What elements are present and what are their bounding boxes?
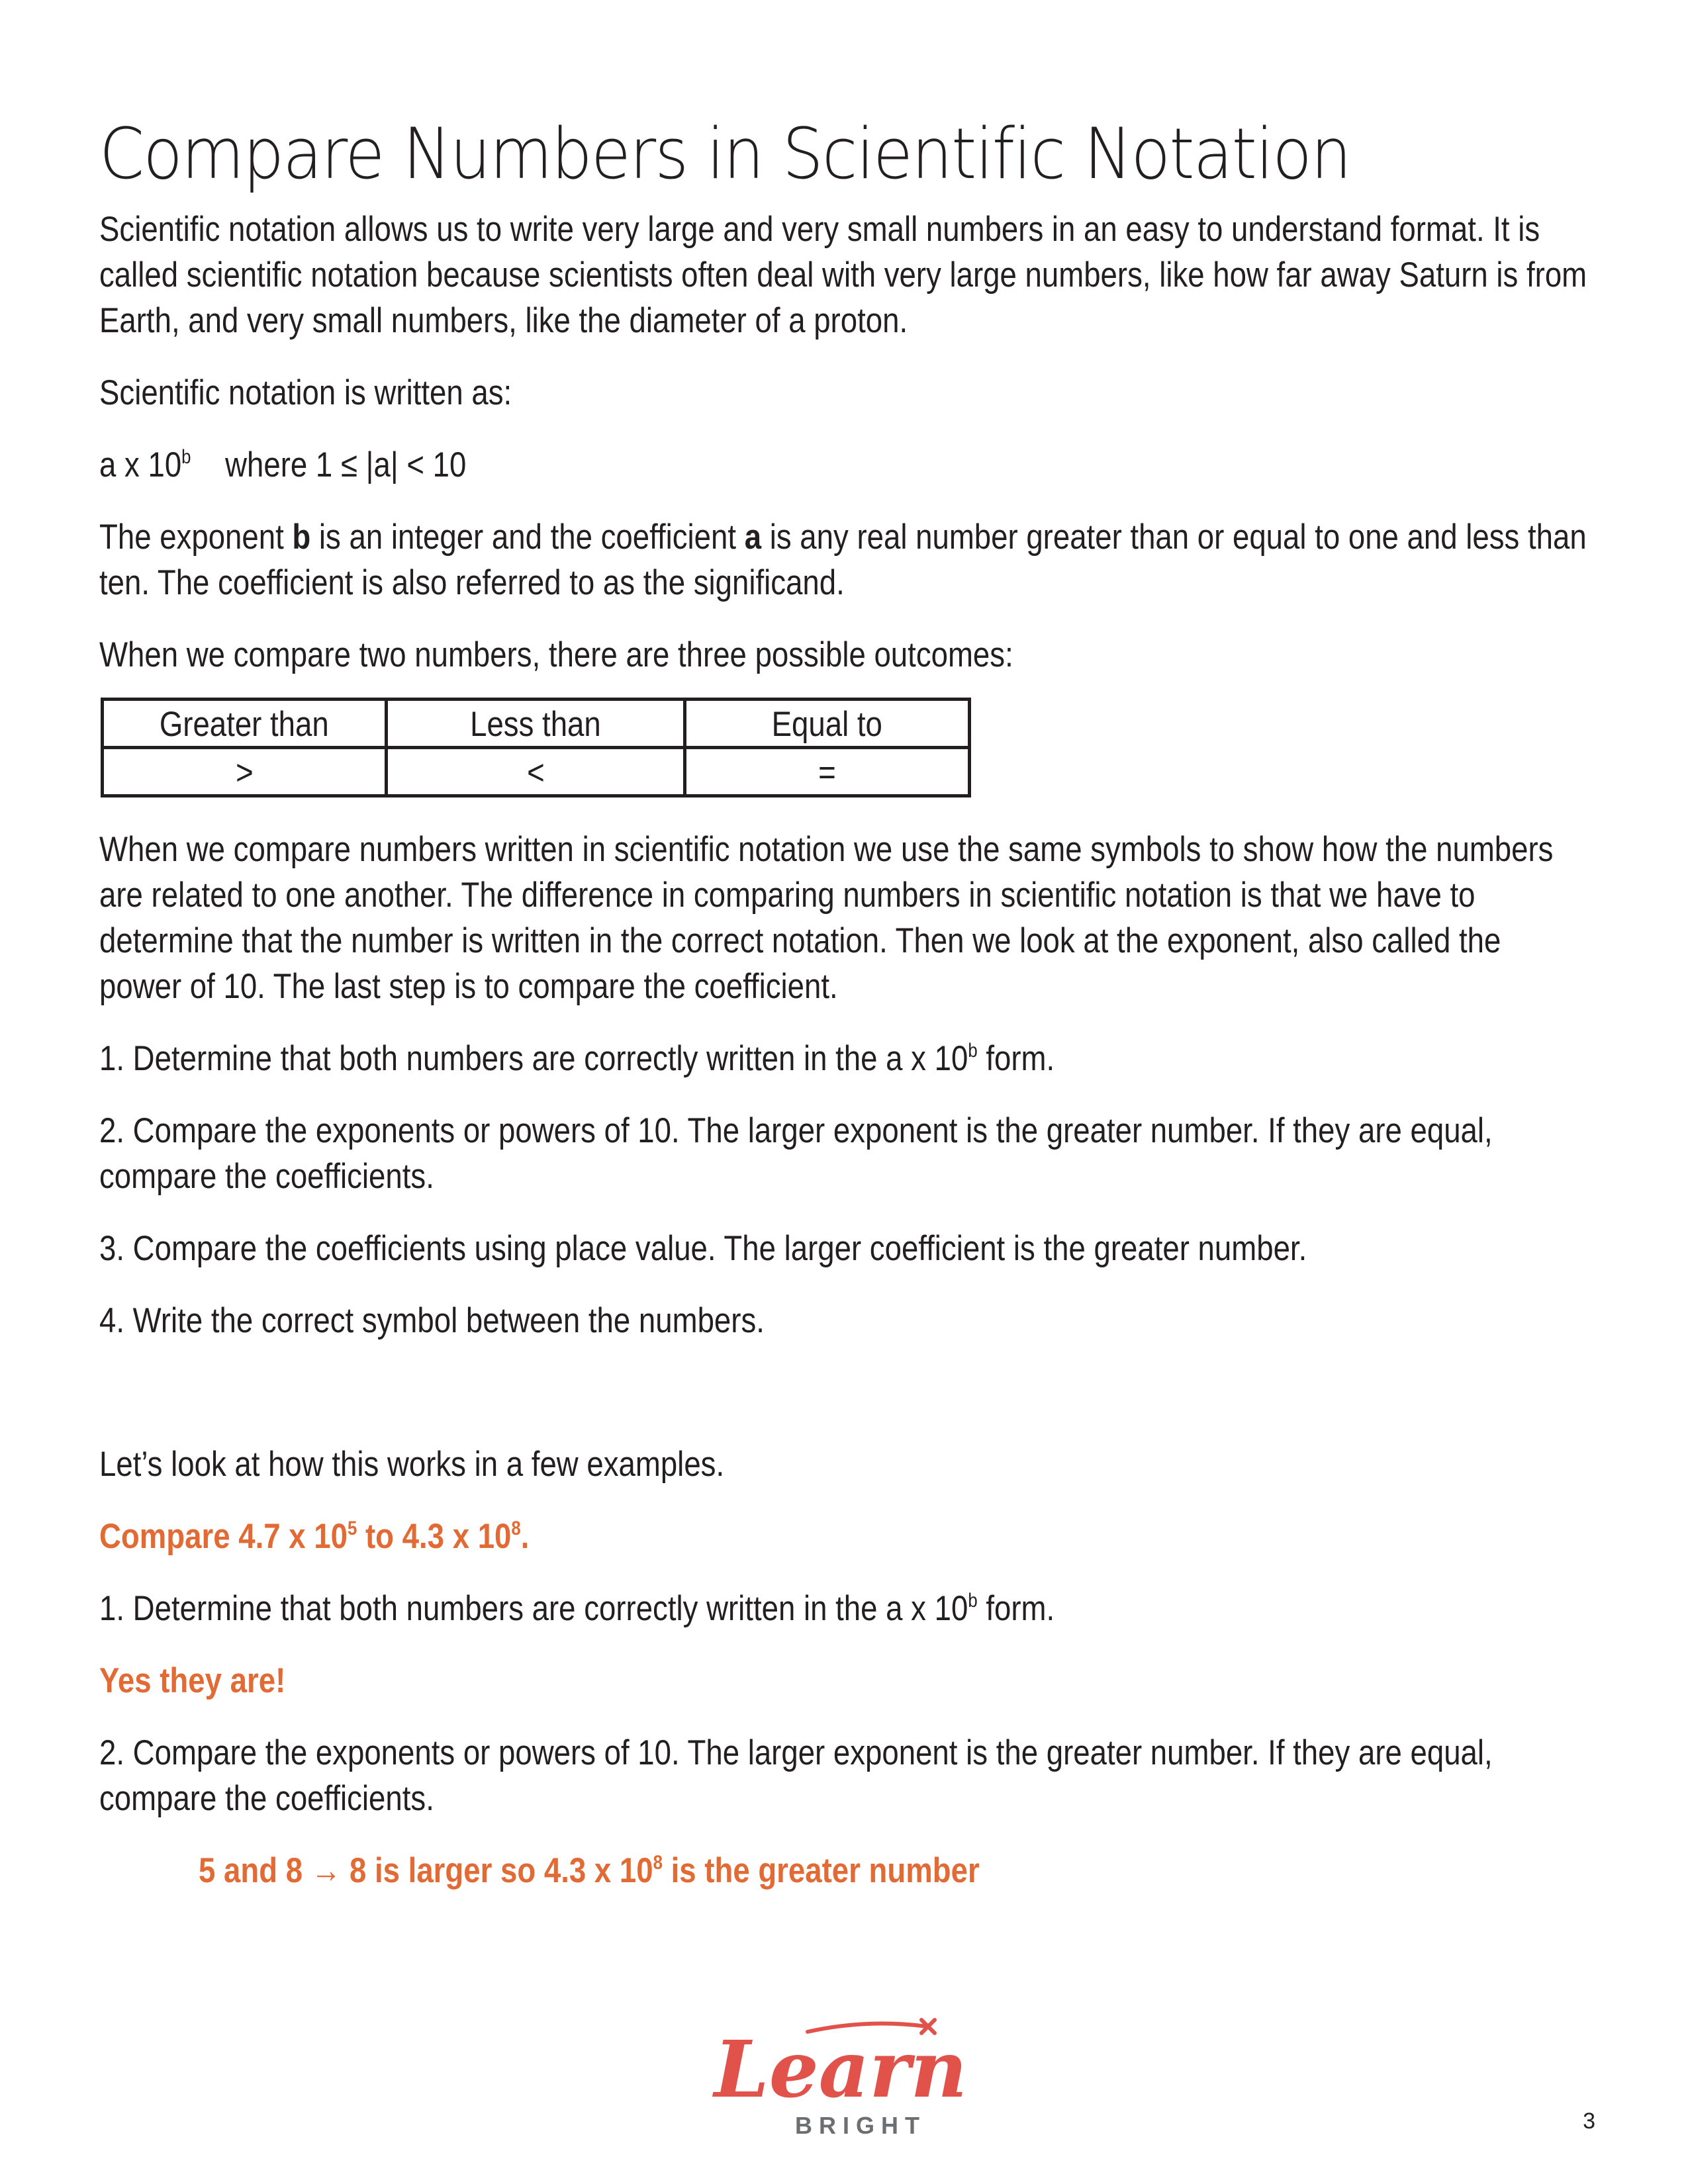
outcomes-intro-text: When we compare two numbers, there are three possible outcomes: [99,635,1013,674]
heading-part-a: Compare 4.7 x 10 [99,1517,348,1556]
table-header-cell [103,700,387,748]
table-row [103,748,970,796]
formula-exponent: b [181,446,191,468]
symbol-equal-to: = [818,753,836,792]
table-header-row [103,700,970,748]
example-1-heading [99,1514,1589,1559]
table-cell [103,748,387,796]
step-2 [99,1108,1589,1199]
page-number: 3 [1583,2109,1595,2134]
answer-2-sup: 8 [653,1852,663,1874]
table-cell [387,748,685,796]
table-cell [685,748,970,796]
logo-word: Learn [714,2023,968,2115]
formula-condition: where 1 ≤ |a| < 10 [225,445,467,484]
table-header-cell [685,700,970,748]
learn-bright-logo [708,2005,973,2144]
logo-sub: BRIGHT [795,2112,926,2139]
symbol-less-than: < [526,753,545,792]
intro-paragraph [99,206,1589,343]
intro-text: Scientific notation allows us to write very large and very small numbers in an easy to understand format. It is called scientific notation because scientists often deal with very large numbers, like how far away Saturn is from Earth, and very small numbers, like the diameter of a proton. [99,210,1587,340]
examples-intro-text: Let’s look at how this works in a few examples. [99,1445,725,1484]
step-1 [99,1036,1589,1081]
exponent-definition [99,514,1589,606]
formula-base: a x 10 [99,445,182,484]
header-less-than: Less than [470,705,601,744]
exp-def-part3: is any real number greater than or equal to one and less than ten. The coefficient is also referred to as the significand. [99,518,1587,602]
ex-step-1-sup: b [968,1590,978,1612]
example-1-step-1 [99,1586,1589,1631]
step-3-text: 3. Compare the coefficients using place value. The larger coefficient is the greater number. [99,1229,1307,1268]
exp-def-a: a [744,518,762,557]
heading-part-b: to 4.3 x 10 [357,1517,512,1556]
table-header-cell [387,700,685,748]
step-4 [99,1298,1589,1343]
heading-part-b-sup: 8 [511,1518,521,1539]
example-1-heading-text [99,1514,1587,1559]
step-1-before: 1. Determine that both numbers are correctly written in the a x 10 [99,1039,968,1078]
header-greater-than: Greater than [160,705,329,744]
exponent-definition-text [99,514,1587,606]
exp-def-part1: The exponent [99,518,293,557]
step-4-text: 4. Write the correct symbol between the numbers. [99,1301,765,1340]
step-1-sup: b [968,1040,978,1062]
symbol-greater-than: > [235,753,254,792]
page-title: Compare Numbers in Scientific Notation [99,113,1351,195]
example-1-step-1-text [99,1586,1587,1631]
example-1-answer-2 [99,1848,1589,1893]
compare-paragraph [99,827,1589,1009]
step-1-after: form. [977,1039,1055,1078]
example-1-step-2-text: 2. Compare the exponents or powers of 10. The larger exponent is the greater number. If they are equal, compare the coefficients. [99,1733,1493,1818]
exp-def-part2: is an integer and the coefficient [310,518,745,557]
step-3 [99,1226,1589,1271]
example-1-answer-1 [99,1658,1589,1704]
step-2-text: 2. Compare the exponents or powers of 10. The larger exponent is the greater number. If they are equal, compare the coefficients. [99,1111,1493,1196]
outcomes-table [101,698,971,797]
formula [99,442,1587,488]
answer-2-text [199,1848,1588,1893]
answer-1-text: Yes they are! [99,1661,286,1700]
heading-part-a-sup: 5 [347,1518,357,1539]
header-equal-to: Equal to [771,705,883,744]
examples-intro [99,1441,1589,1487]
answer-2-before: 5 and 8 → 8 is larger so 4.3 x 10 [199,1851,653,1890]
formula-line [99,442,1589,488]
heading-end: . [520,1517,530,1556]
written-as-line [99,370,1589,416]
outcomes-intro [99,632,1589,678]
example-1-step-2 [99,1730,1589,1821]
compare-paragraph-text: When we compare numbers written in scientific notation we use the same symbols to show how the numbers are related to one another. The difference in comparing numbers in scientific notation is that we have to determine that the number is written in the correct notation. Then we look at the exponent, also called the power of 10. The last step is to compare the coefficient. [99,830,1554,1006]
ex-step-1-after: form. [977,1589,1055,1628]
step-1-text [99,1036,1587,1081]
answer-2-after: is the greater number [662,1851,980,1890]
written-as-text: Scientific notation is written as: [99,373,512,412]
exp-def-b: b [292,518,311,557]
document-body [99,99,1589,1893]
ex-step-1-before: 1. Determine that both numbers are correctly written in the a x 10 [99,1589,968,1628]
